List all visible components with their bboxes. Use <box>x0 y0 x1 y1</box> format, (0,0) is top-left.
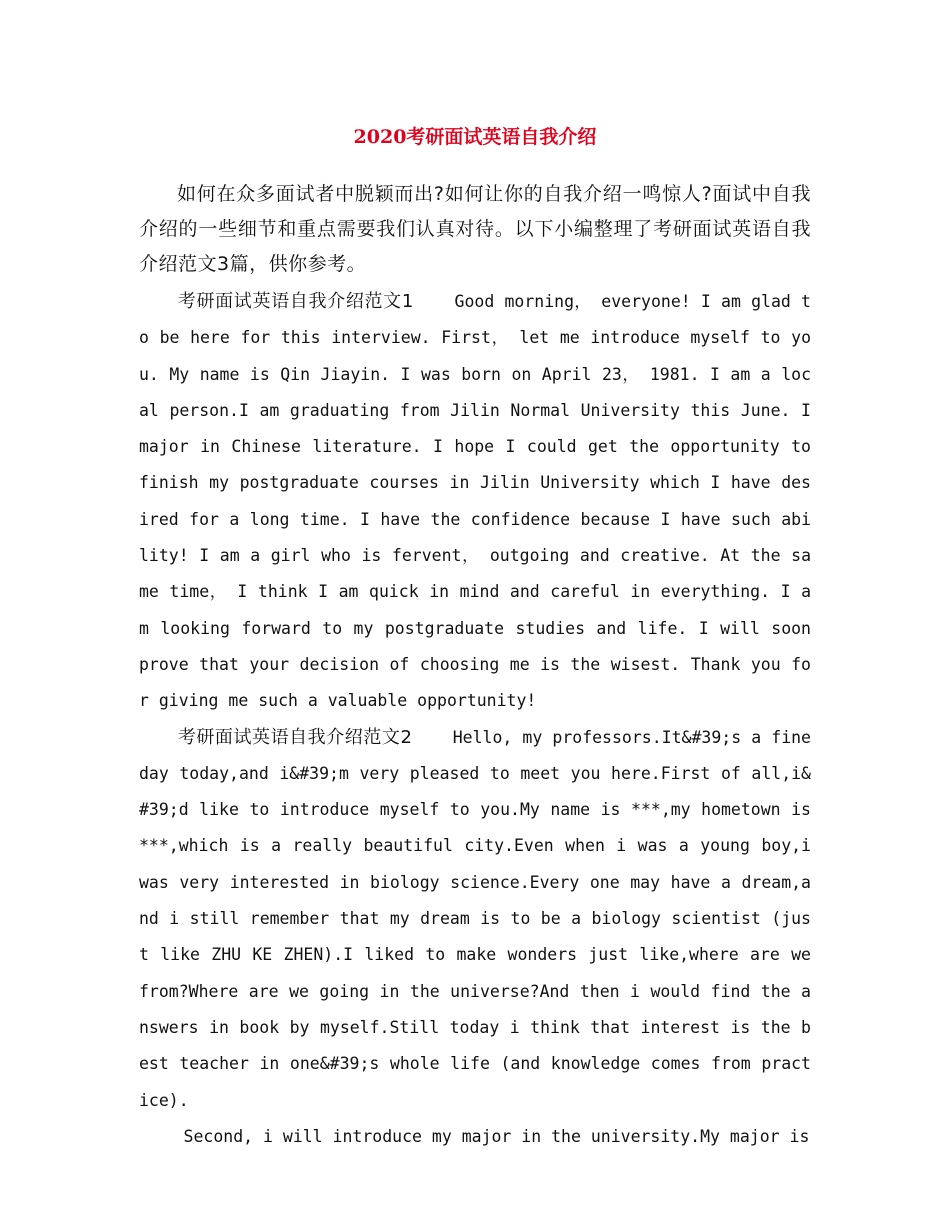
sample1-text: Good morning， everyone! I am glad to be here for this interview. First， let me introduce myself to you. My name is Qin Jiayin. I was born on April 23， 1981. I am a local person.I am graduating from Jilin Normal University this June. I major in Chinese literature. I hope I could get the opportunity to finish my postgraduate courses in Jilin University which I have desired for a long time. I have the confidence because I have such ability! I am a girl who is fervent， outgoing and creative. At the same time， I think I am quick in mind and careful in everything. I am looking forward to my postgraduate studies and life. I will soon prove that your decision of choosing me is the wisest. Thank you for giving me such a valuable opportunity! <box>139 292 811 711</box>
sample1-paragraph <box>139 284 811 720</box>
sample1-heading: 考研面试英语自我介绍范文1 <box>177 291 414 312</box>
sample2-text: Hello, my professors.It&#39;s a fine day today,and i&#39;m very pleased to meet you here.First of all,i&#39;d like to introduce myself to you.My name is ***,my hometown is ***,which is a really beautiful city.Even when i was a young boy,i was very interested in biology science.Every one may have a dream,and i still remember that my dream is to be a biology scientist (just like ZHU KE ZHEN).I liked to make wonders just like,where are we from?Where are we going in the universe?And then i would find the answers in book by myself.Still today i think that interest is the best teacher in one&#39;s whole life (and knowledge comes from practice). <box>139 727 811 1110</box>
intro-paragraph: 如何在众多面试者中脱颖而出?如何让你的自我介绍一鸣惊人?面试中自我介绍的一些细节和重点需要我们认真对待。以下小编整理了考研面试英语自我介绍范文3篇，供你参考。 <box>139 183 811 275</box>
document-title: 2020考研面试英语自我介绍 <box>353 126 597 148</box>
sample2-paragraph <box>139 720 811 1119</box>
sample2-heading: 考研面试英语自我介绍范文2 <box>177 726 413 748</box>
paragraph-4: Second, i will introduce my major in the university.My major is <box>183 1126 810 1146</box>
